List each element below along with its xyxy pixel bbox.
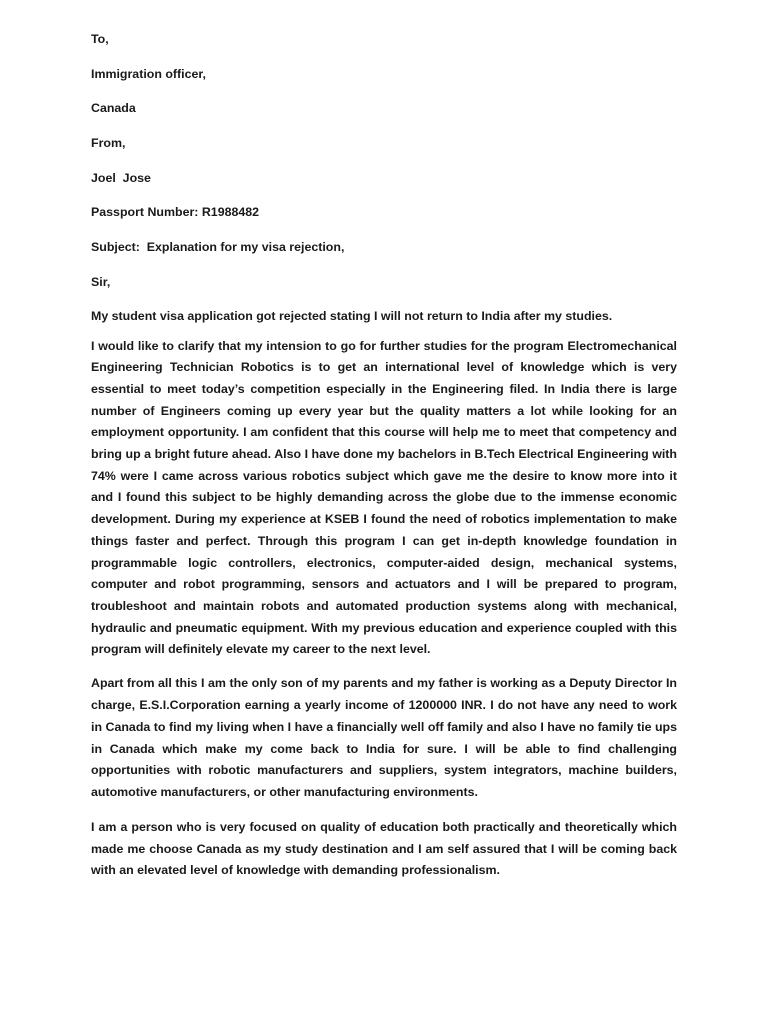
- recipient-line: Immigration officer,: [91, 66, 206, 81]
- sender-name: Joel Jose: [91, 170, 151, 185]
- passport-number: Passport Number: R1988482: [91, 205, 260, 220]
- paragraph-clarification: I would like to clarify that my intension to go for further studies for the program Electromechanical Engineering Technician Robotics is to get an international level of knowledge which is very essential to meet today’s competition especially in the Engineering filed. In India there is large number of Engineers coming up every year but the quality matters a lot while looking for an employment opportunity. I am confident that this course will help me to meet that competency and bring up a bright future ahead. Also I have done my bachelors in B.Tech Electrical Engineering with 74% were I came across various robotics subject which gave me the desire to know more into it and I found this subject to be highly demanding across the globe due to the immense economic development. During my experience at KSEB I found the need of robotics implementation to make things faster and perfect. Through this program I can get in-depth knowledge foundation in programmable logic controllers, electronics, computer-aided design, mechanical systems, computer and robot programming, sensors and actuators and I will be prepared to program, troubleshoot and maintain robots and automated production systems along with mechanical, hydraulic and pneumatic equipment. With my previous education and experience coupled with this program will definitely elevate my career to the next level.: [91, 338, 677, 657]
- paragraph-family-ties: Apart from all this I am the only son of my parents and my father is working as a Deputy Director In charge, E.S.I.Corporation earning a yearly income of 1200000 INR. I do not have any need to work in Canada to find my living when I have a financially well off family and also I have no family tie ups in Canada which make my come back to India for sure. I will be able to find challenging opportunities with robotic manufacturers and suppliers, system integrators, machine builders, automotive manufacturers, or other manufacturing environments.: [91, 676, 677, 799]
- to-label: To,: [91, 32, 109, 46]
- paragraph-intro: My student visa application got rejected stating I will not return to India after my studies.: [91, 308, 613, 323]
- salutation: Sir,: [91, 274, 111, 289]
- subject-line: Subject: Explanation for my visa rejection,: [91, 240, 345, 255]
- from-label: From,: [91, 136, 126, 151]
- country-line: Canada: [91, 101, 136, 116]
- paragraph-conclusion: I am a person who is very focused on quality of education both practically and theoretically which made me choose Canada as my study destination and I am self assured that I will be coming back with an elevated level of knowledge with demanding professionalism.: [91, 820, 677, 878]
